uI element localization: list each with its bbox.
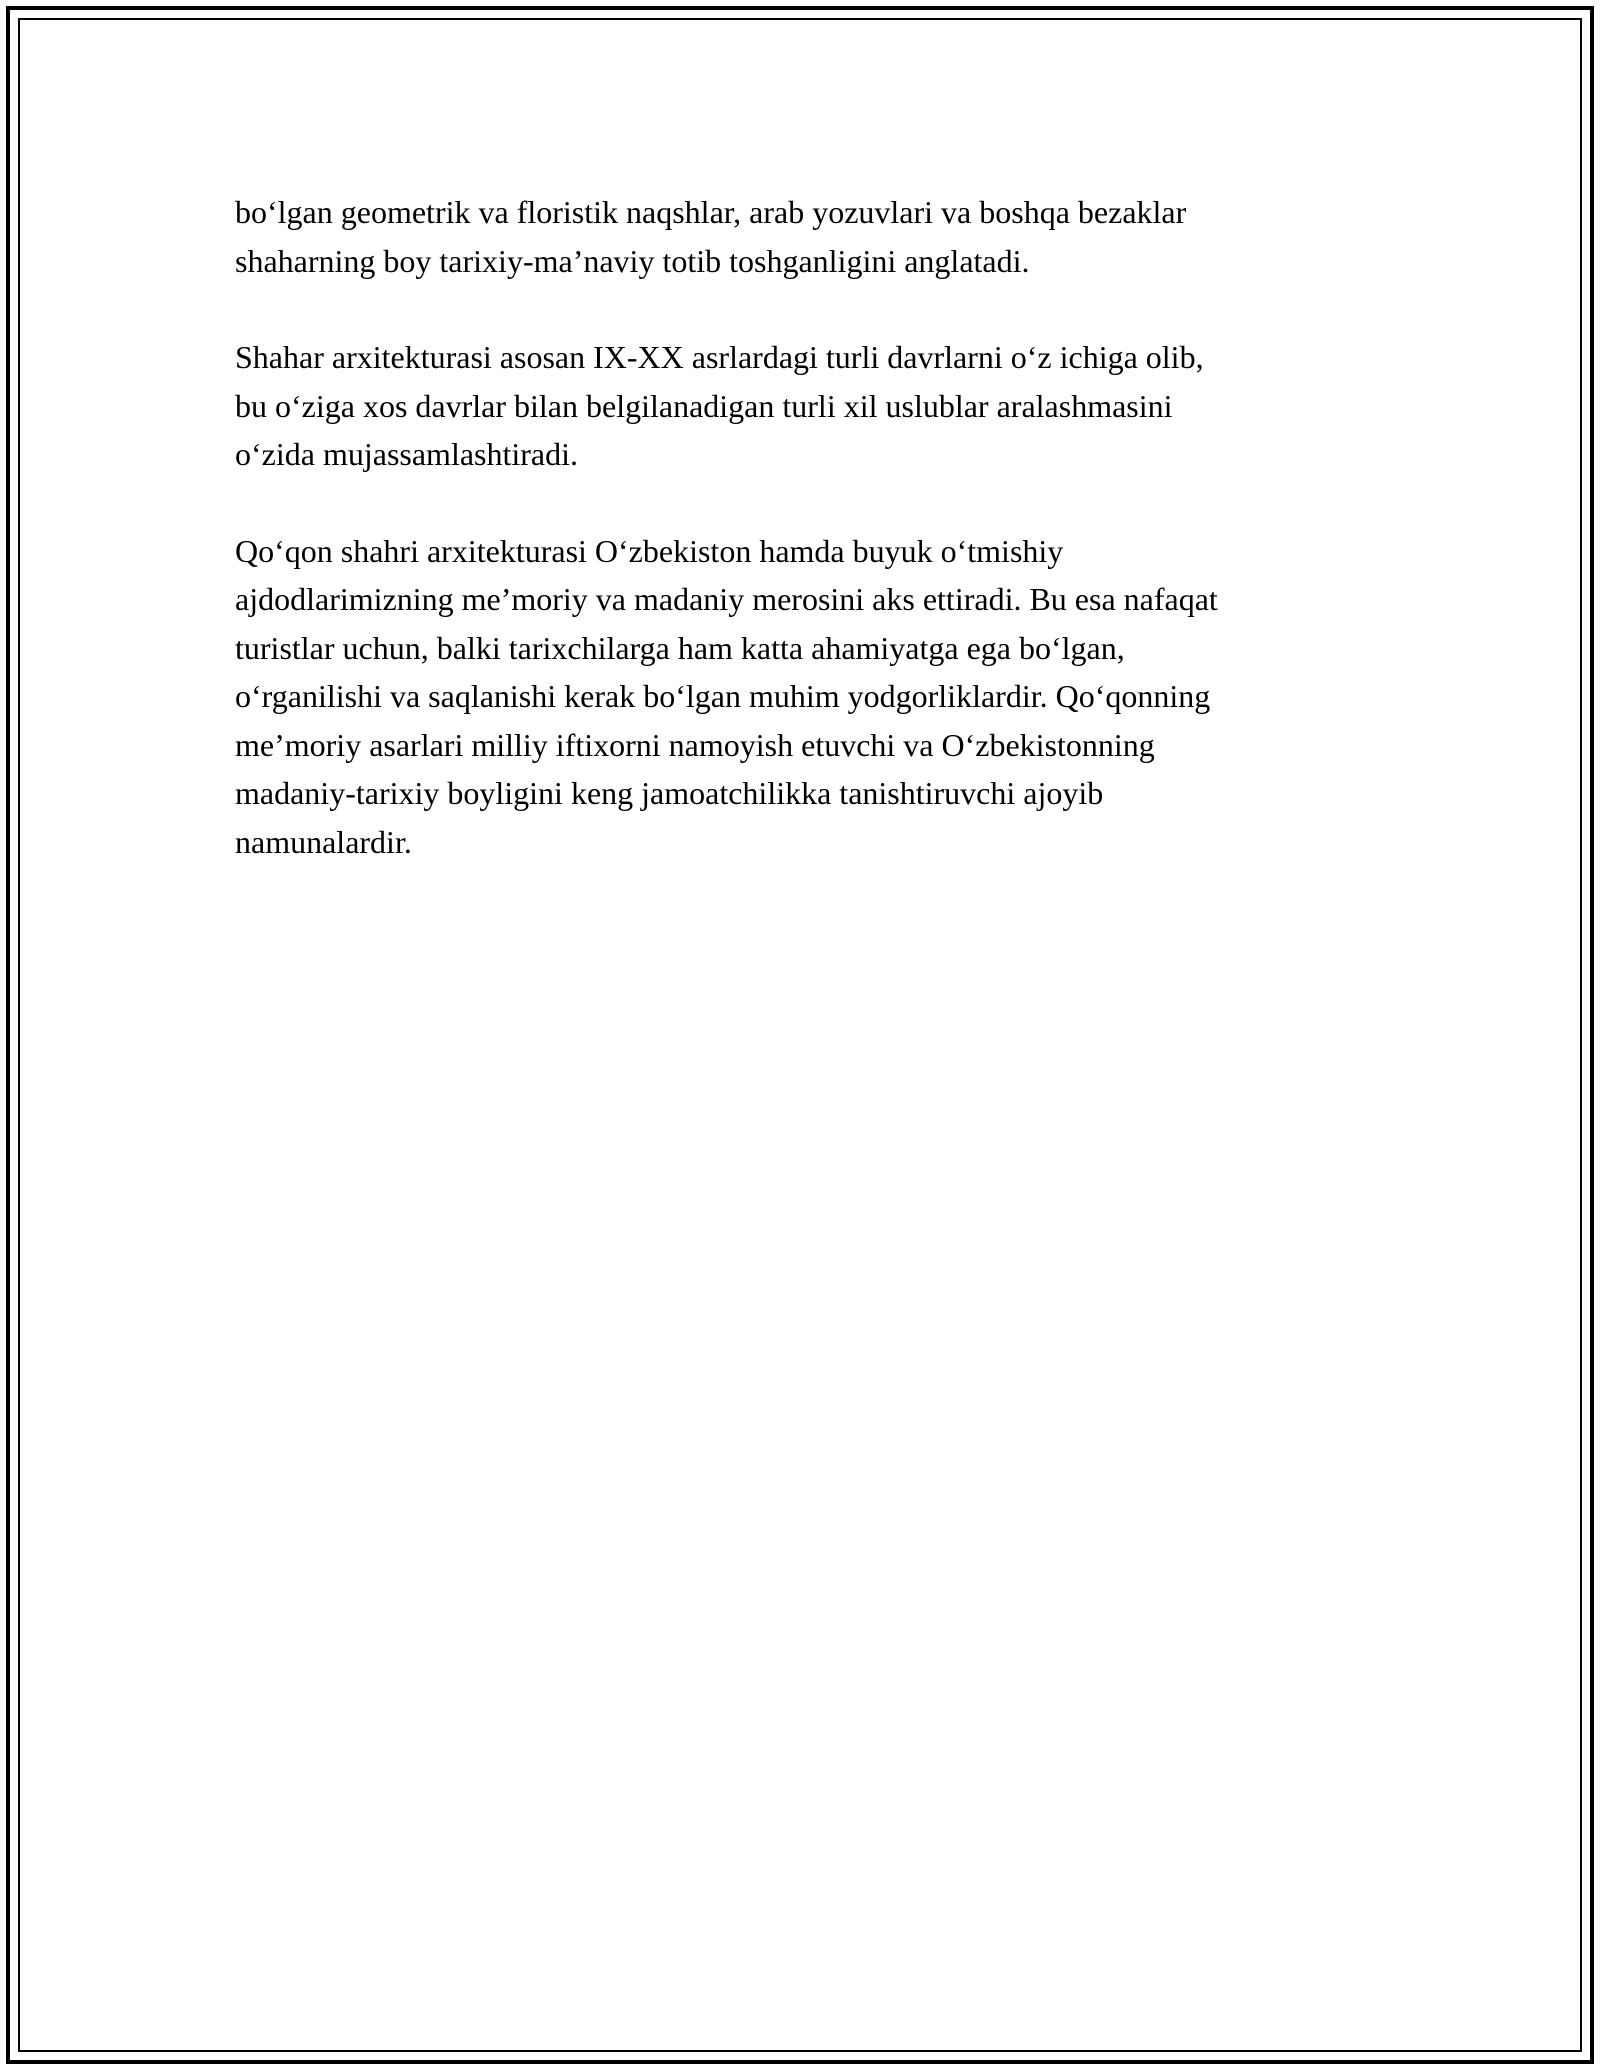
text-line: bo‘lgan geometrik va floristik naqshlar, arab yozuvlari va boshqa bezaklar — [235, 194, 1187, 230]
paragraph-3 — [235, 527, 1375, 867]
paragraph-2 — [235, 333, 1375, 479]
text-line: namunalardir. — [235, 823, 412, 860]
text-line: turistlar uchun, balki tarixchilarga ham katta ahamiyatga ega bo‘lgan, — [235, 629, 1125, 666]
paragraph-1 — [235, 188, 1375, 285]
text-line: bu o‘ziga xos davrlar bilan belgilanadigan turli xil uslublar aralashmasini — [235, 387, 1173, 424]
text-line: me’moriy asarlari milliy iftixorni namoyish etuvchi va O‘zbekistonning — [235, 726, 1155, 763]
text-line: shaharning boy tarixiy-ma’naviy totib toshganligini anglatadi. — [235, 242, 1030, 279]
text-line: Qo‘qon shahri arxitekturasi O‘zbekiston hamda buyuk o‘tmishiy — [235, 532, 1064, 569]
text-line: madaniy-tarixiy boyligini keng jamoatchilikka tanishtiruvchi ajoyib — [235, 775, 1104, 811]
text-line: Shahar arxitekturasi asosan IX-XX asrlardagi turli davrlarni o‘z ichiga olib, — [235, 339, 1204, 375]
text-line: o‘rganilishi va saqlanishi kerak bo‘lgan muhim yodgorliklardir. Qo‘qonning — [235, 678, 1211, 714]
document-body — [235, 188, 1375, 914]
text-line: o‘zida mujassamlashtiradi. — [235, 436, 579, 472]
text-line: ajdodlarimizning me’moriy va madaniy merosini aks ettiradi. Bu esa nafaqat — [235, 581, 1218, 617]
